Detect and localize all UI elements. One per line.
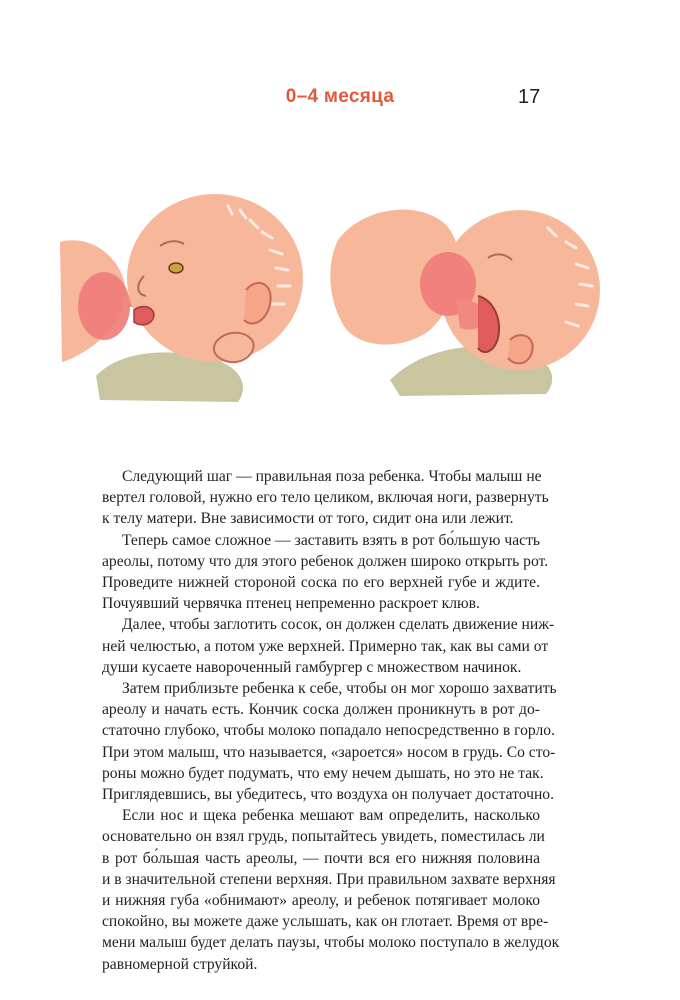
breastfeeding-illustration xyxy=(0,180,680,420)
text-line: равномерной струйкой. xyxy=(102,955,258,973)
paragraph xyxy=(102,805,560,975)
paragraph xyxy=(102,678,557,805)
text-line: ареолы, потому что для этого ребенок должен широко открыть рот. xyxy=(102,552,549,570)
body-text xyxy=(102,466,560,975)
text-line: к телу матери. Вне зависимости от того, сидит она или лежит. xyxy=(102,510,514,528)
paragraph xyxy=(102,466,549,530)
text-line: основательно он взял грудь, попытайтесь увидеть, поместилась ли xyxy=(102,828,545,846)
text-line: Приглядевшись, вы убедитесь, что воздуха он получает достаточно. xyxy=(102,786,554,804)
text-line: души кусаете навороченный гамбургер с множеством начинок. xyxy=(102,658,522,676)
text-line: статочно глубоко, чтобы молоко попадало непосредственно в горло. xyxy=(102,722,555,740)
text-line: роны можно будет подумать, что ему нечем дышать, но это не так. xyxy=(102,764,544,782)
text-line: Теперь самое сложное — заставить взять в рот бо́льшую часть xyxy=(122,531,540,549)
text-line: в рот бо́льшая часть ареолы, — почти вся его нижняя половина xyxy=(102,849,540,867)
baby-latching-right-image xyxy=(330,210,600,396)
baby-latching-left-image xyxy=(60,194,303,402)
text-line: и в значительной степени верхняя. При правильном захвате верхняя xyxy=(102,870,556,888)
text-line: спокойно, вы можете даже услышать, как он глотает. Время от вре- xyxy=(102,913,549,931)
chapter-title: 0–4 месяца xyxy=(285,86,395,107)
text-line: Затем приблизьте ребенка к себе, чтобы он мог хорошо захватить xyxy=(122,680,557,698)
paragraph xyxy=(102,530,549,615)
text-line: ареолу и начать есть. Кончик соска должен проникнуть в рот до- xyxy=(102,701,540,719)
text-line: Проведите нижней стороной соска по его верхней губе и ждите. xyxy=(102,574,540,592)
text-line: Следующий шаг — правильная поза ребенка. Чтобы малыш не xyxy=(122,468,542,485)
text-line: Далее, чтобы заглотить сосок, он должен сделать движение ниж- xyxy=(122,616,555,634)
page-number: 17 xyxy=(518,86,541,108)
text-line: и нижняя губа «обнимают» ареолу, и ребенок потягивает молоко xyxy=(102,892,540,910)
text-line: ней челюстью, а потом уже верхней. Примерно так, как вы сами от xyxy=(102,637,549,655)
text-line: мени малыш будет делать паузы, чтобы молоко поступало в желудок xyxy=(102,934,560,952)
text-line: Если нос и щека ребенка мешают вам определить, насколько xyxy=(122,807,540,825)
paragraph xyxy=(102,614,555,678)
text-line: Почуявший червячка птенец непременно раскроет клюв. xyxy=(102,595,480,613)
text-line: вертел головой, нужно его тело целиком, включая ноги, развернуть xyxy=(102,489,549,507)
text-line: При этом малыш, что называется, «зароется» носом в грудь. Со сто- xyxy=(102,743,556,761)
page-header xyxy=(0,86,680,116)
